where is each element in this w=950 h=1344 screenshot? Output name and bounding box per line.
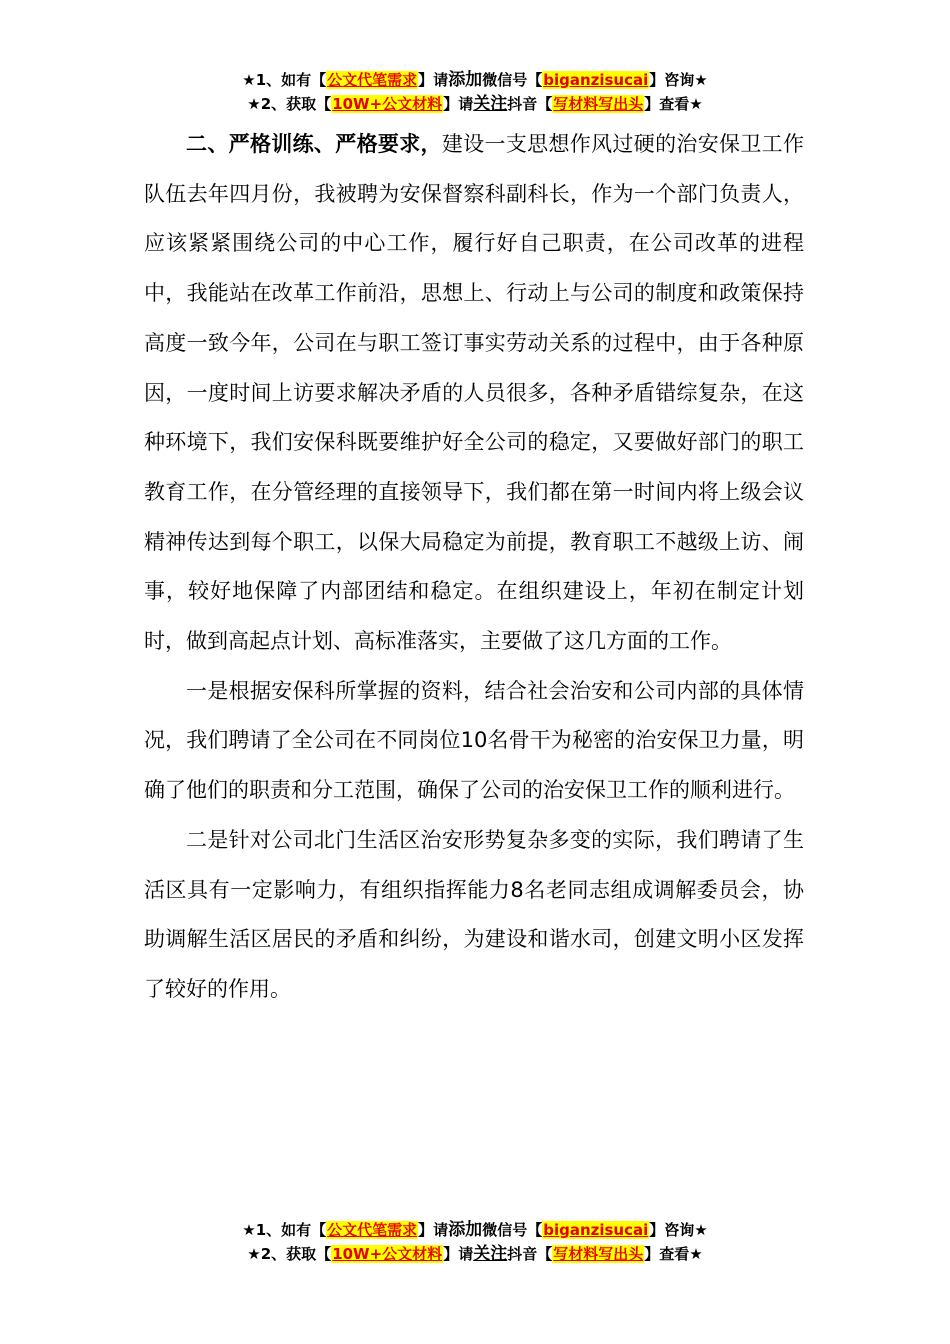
banner-emphasis: 添加 [448, 70, 483, 90]
paragraph-1-text: 建设一支思想作风过硬的治安保卫工作队伍去年四月份，我被聘为安保督察科副科长，作为一个部门负责人，应该紧紧围绕公司的中心工作，履行好自己职责，在公司改革的进程中，我能站在改革工作前沿，思想上、行动上与公司的制度和政策保持高度一致今年，公司在与职工签订事实劳动关系的过程中，由于各种原因，一度时间上访要求解决矛盾的人员很多，各种矛盾错综复杂，在这种环境下，我们安保科既要维护好全公司的稳定，又要做好部门的职工教育工作，在分管经理的直接领导下，我们都在第一时间内将上级会议精神传达到每个职工，以保大局稳定为前提，教育职工不越级上访、闹事，较好地保障了内部团结和稳定。在组织建设上，年初在制定计划时，做到高起点计划、高标准落实，主要做了这几方面的工作。 [144, 132, 805, 654]
highlight-service: 公文代笔需求 [327, 1221, 418, 1239]
footer-line-2 [0, 1242, 950, 1266]
banner-text: 抖音【 [507, 95, 553, 113]
banner-text: 】查看★ [644, 95, 703, 113]
paragraph-1 [144, 120, 804, 667]
highlight-wechat-id: biganzisucai [543, 1221, 649, 1239]
document-body [144, 120, 804, 1015]
banner-emphasis: 关注 [473, 1244, 508, 1264]
star-icon: ★ [242, 71, 256, 89]
banner-line-1 [0, 68, 950, 92]
banner-text: 2、获取【 [260, 1245, 332, 1263]
star-icon: ★ [242, 1221, 256, 1239]
highlight-materials: 10W+公文材料 [332, 95, 443, 113]
footer-banner [0, 1218, 950, 1266]
star-icon: ★ [247, 1245, 261, 1263]
banner-text: 】咨询★ [649, 71, 708, 89]
header-banner [0, 68, 950, 116]
star-icon: ★ [247, 95, 261, 113]
banner-text: 1、如有【 [255, 1221, 327, 1239]
footer-line-1 [0, 1218, 950, 1242]
banner-text: 】查看★ [644, 1245, 703, 1263]
banner-text: 2、获取【 [260, 95, 332, 113]
paragraph-1-heading: 二、严格训练、严格要求， [186, 132, 442, 156]
banner-line-2 [0, 92, 950, 116]
highlight-materials: 10W+公文材料 [332, 1245, 443, 1263]
banner-text: 抖音【 [507, 1245, 553, 1263]
banner-text: 微信号【 [482, 71, 543, 89]
highlight-douyin-id: 写材料写出头 [553, 95, 644, 113]
paragraph-3: 二是针对公司北门生活区治安形势复杂多变的实际，我们聘请了生活区具有一定影响力，有组织指挥能力8名老同志组成调解委员会，协助调解生活区居民的矛盾和纠纷，为建设和谐水司，创建文明小区发挥了较好的作用。 [144, 827, 804, 1001]
banner-emphasis: 添加 [448, 1220, 483, 1240]
banner-text: 】咨询★ [649, 1221, 708, 1239]
banner-text: 】请 [418, 71, 449, 89]
banner-text: 】请 [443, 1245, 474, 1263]
banner-emphasis: 关注 [473, 94, 508, 114]
banner-text: 1、如有【 [255, 71, 327, 89]
banner-text: 】请 [443, 95, 474, 113]
highlight-service: 公文代笔需求 [327, 71, 418, 89]
highlight-douyin-id: 写材料写出头 [553, 1245, 644, 1263]
highlight-wechat-id: biganzisucai [543, 71, 649, 89]
paragraph-2: 一是根据安保科所掌握的资料，结合社会治安和公司内部的具体情况，我们聘请了全公司在不同岗位10名骨干为秘密的治安保卫力量，明确了他们的职责和分工范围，确保了公司的治安保卫工作的顺利进行。 [144, 678, 804, 803]
banner-text: 微信号【 [482, 1221, 543, 1239]
banner-text: 】请 [418, 1221, 449, 1239]
